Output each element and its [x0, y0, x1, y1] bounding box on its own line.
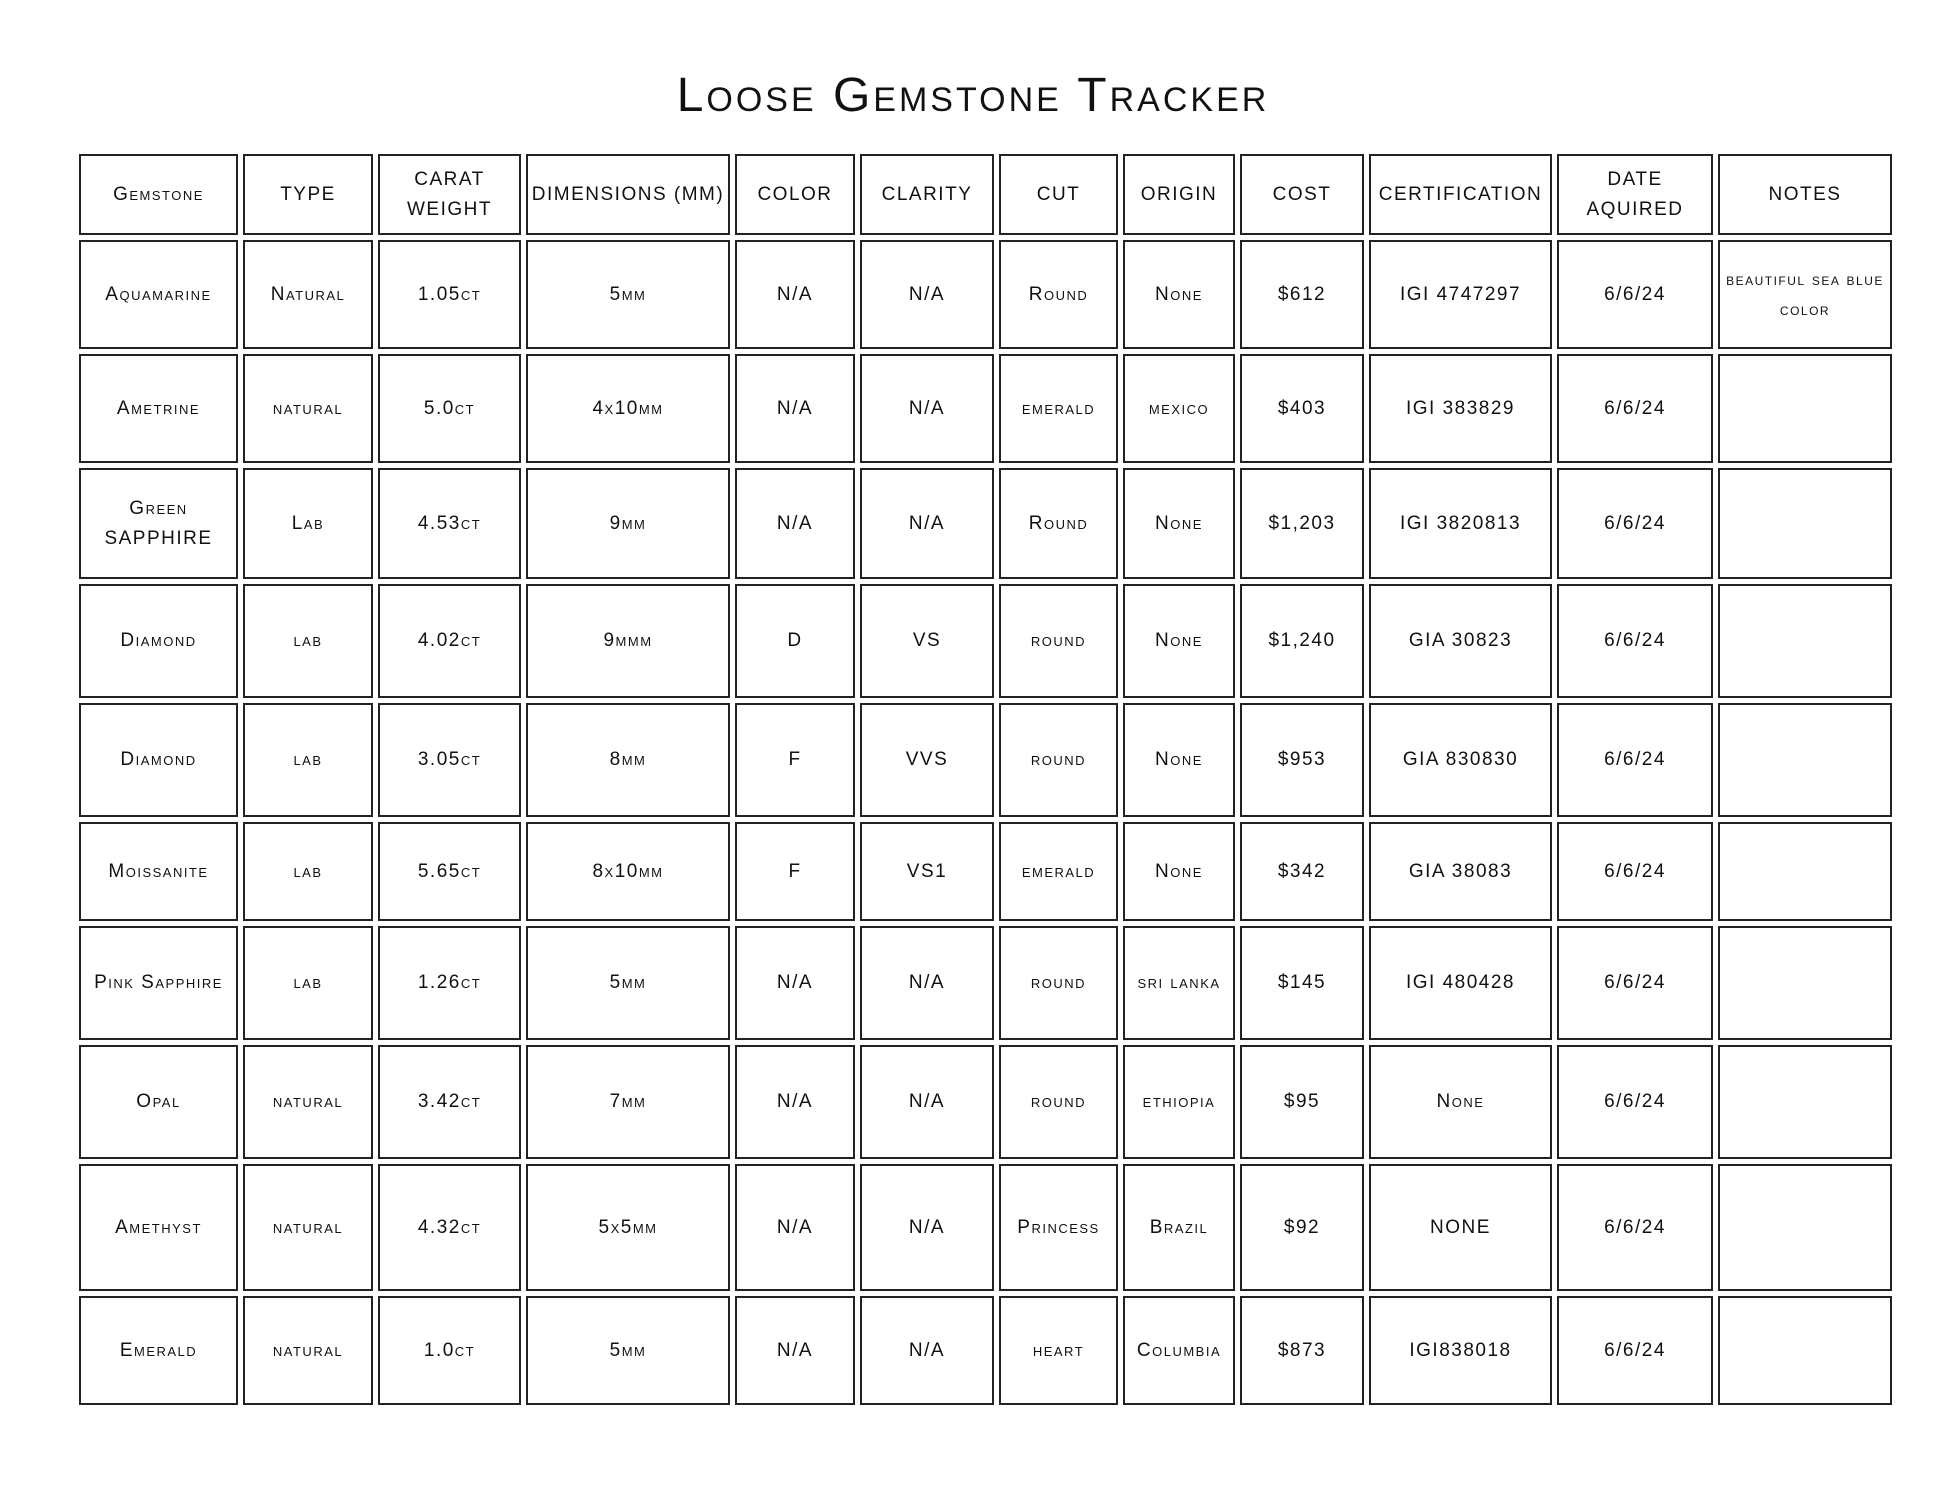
cell-clarity: N/A — [860, 1045, 994, 1159]
cell-type: natural — [243, 1296, 373, 1405]
cell-origin: None — [1123, 703, 1235, 817]
cell-type: Natural — [243, 240, 373, 349]
cell-type: lab — [243, 926, 373, 1040]
cell-cost: $403 — [1240, 354, 1364, 463]
cell-type: lab — [243, 822, 373, 921]
cell-clarity: N/A — [860, 240, 994, 349]
cell-gemstone: Pink Sapphire — [79, 926, 238, 1040]
cell-color: N/A — [735, 1296, 855, 1405]
cell-gemstone: Diamond — [79, 703, 238, 817]
cell-clarity: N/A — [860, 926, 994, 1040]
cell-certification: IGI 383829 — [1369, 354, 1552, 463]
cell-type: natural — [243, 1164, 373, 1291]
cell-dimensions: 5mm — [526, 1296, 730, 1405]
cell-color: N/A — [735, 1045, 855, 1159]
cell-notes — [1718, 1296, 1892, 1405]
cell-certification: IGI 480428 — [1369, 926, 1552, 1040]
cell-certification: IGI 3820813 — [1369, 468, 1552, 579]
table-row — [79, 926, 1892, 1040]
cell-cost: $95 — [1240, 1045, 1364, 1159]
cell-origin: Columbia — [1123, 1296, 1235, 1405]
cell-dimensions: 9mm — [526, 468, 730, 579]
cell-cut: Princess — [999, 1164, 1118, 1291]
table-row — [79, 703, 1892, 817]
cell-color: F — [735, 822, 855, 921]
column-header-dimensions: DIMENSIONS (MM) — [526, 154, 730, 235]
cell-notes — [1718, 703, 1892, 817]
cell-color: N/A — [735, 240, 855, 349]
cell-cost: $953 — [1240, 703, 1364, 817]
cell-origin: None — [1123, 584, 1235, 698]
cell-clarity: N/A — [860, 354, 994, 463]
cell-clarity: VS1 — [860, 822, 994, 921]
table-row — [79, 354, 1892, 463]
cell-notes — [1718, 822, 1892, 921]
cell-type: natural — [243, 354, 373, 463]
cell-certification: NONE — [1369, 1164, 1552, 1291]
cell-notes: beautiful sea blue color — [1718, 240, 1892, 349]
cell-notes — [1718, 354, 1892, 463]
cell-cost: $612 — [1240, 240, 1364, 349]
cell-origin: mexico — [1123, 354, 1235, 463]
cell-cut: round — [999, 1045, 1118, 1159]
cell-carat-weight: 1.26ct — [378, 926, 521, 1040]
cell-dimensions: 5mm — [526, 926, 730, 1040]
cell-gemstone: Green SAPPHIRE — [79, 468, 238, 579]
cell-origin: None — [1123, 822, 1235, 921]
cell-carat-weight: 3.05ct — [378, 703, 521, 817]
cell-carat-weight: 5.0ct — [378, 354, 521, 463]
cell-clarity: N/A — [860, 1164, 994, 1291]
table-body — [79, 240, 1892, 1405]
cell-clarity: VVS — [860, 703, 994, 817]
cell-cost: $145 — [1240, 926, 1364, 1040]
cell-cut: emerald — [999, 822, 1118, 921]
cell-cut: Round — [999, 468, 1118, 579]
cell-origin: None — [1123, 468, 1235, 579]
column-header-origin: ORIGIN — [1123, 154, 1235, 235]
cell-certification: None — [1369, 1045, 1552, 1159]
cell-color: N/A — [735, 468, 855, 579]
cell-origin: Brazil — [1123, 1164, 1235, 1291]
column-header-cost: COST — [1240, 154, 1364, 235]
column-header-notes: NOTES — [1718, 154, 1892, 235]
cell-cut: heart — [999, 1296, 1118, 1405]
column-header-clarity: CLARITY — [860, 154, 994, 235]
cell-notes — [1718, 1164, 1892, 1291]
cell-color: N/A — [735, 354, 855, 463]
cell-date-aquired: 6/6/24 — [1557, 1164, 1713, 1291]
cell-color: D — [735, 584, 855, 698]
cell-cut: round — [999, 926, 1118, 1040]
cell-color: F — [735, 703, 855, 817]
cell-dimensions: 9mmm — [526, 584, 730, 698]
cell-dimensions: 5x5mm — [526, 1164, 730, 1291]
cell-carat-weight: 1.0ct — [378, 1296, 521, 1405]
cell-color: N/A — [735, 926, 855, 1040]
cell-carat-weight: 5.65ct — [378, 822, 521, 921]
cell-cost: $342 — [1240, 822, 1364, 921]
table-header-row — [79, 154, 1892, 235]
table-row — [79, 1164, 1892, 1291]
cell-date-aquired: 6/6/24 — [1557, 468, 1713, 579]
cell-date-aquired: 6/6/24 — [1557, 822, 1713, 921]
cell-certification: GIA 830830 — [1369, 703, 1552, 817]
table-row — [79, 584, 1892, 698]
cell-date-aquired: 6/6/24 — [1557, 1045, 1713, 1159]
cell-dimensions: 7mm — [526, 1045, 730, 1159]
cell-date-aquired: 6/6/24 — [1557, 926, 1713, 1040]
cell-origin: sri lanka — [1123, 926, 1235, 1040]
cell-dimensions: 5mm — [526, 240, 730, 349]
gemstone-tracker-table — [74, 149, 1897, 1410]
cell-cut: round — [999, 584, 1118, 698]
cell-carat-weight: 4.53ct — [378, 468, 521, 579]
cell-notes — [1718, 926, 1892, 1040]
cell-clarity: N/A — [860, 1296, 994, 1405]
cell-notes — [1718, 468, 1892, 579]
cell-origin: ethiopia — [1123, 1045, 1235, 1159]
column-header-type: TYPE — [243, 154, 373, 235]
table-row — [79, 822, 1892, 921]
cell-cost: $1,240 — [1240, 584, 1364, 698]
cell-gemstone: Ametrine — [79, 354, 238, 463]
cell-gemstone: Diamond — [79, 584, 238, 698]
page-title: Loose Gemstone Tracker — [676, 69, 1270, 122]
table-row — [79, 468, 1892, 579]
cell-origin: None — [1123, 240, 1235, 349]
cell-gemstone: Emerald — [79, 1296, 238, 1405]
cell-cost: $1,203 — [1240, 468, 1364, 579]
cell-cut: Round — [999, 240, 1118, 349]
cell-type: natural — [243, 1045, 373, 1159]
table-row — [79, 1045, 1892, 1159]
column-header-color: COLOR — [735, 154, 855, 235]
cell-dimensions: 8x10mm — [526, 822, 730, 921]
cell-date-aquired: 6/6/24 — [1557, 354, 1713, 463]
cell-certification: GIA 30823 — [1369, 584, 1552, 698]
cell-cut: emerald — [999, 354, 1118, 463]
cell-gemstone: Moissanite — [79, 822, 238, 921]
cell-color: N/A — [735, 1164, 855, 1291]
cell-dimensions: 8mm — [526, 703, 730, 817]
column-header-certification: CERTIFICATION — [1369, 154, 1552, 235]
cell-certification: GIA 38083 — [1369, 822, 1552, 921]
cell-carat-weight: 3.42ct — [378, 1045, 521, 1159]
cell-cut: round — [999, 703, 1118, 817]
cell-type: Lab — [243, 468, 373, 579]
column-header-cut: CUT — [999, 154, 1118, 235]
cell-cost: $873 — [1240, 1296, 1364, 1405]
table-row — [79, 240, 1892, 349]
cell-gemstone: Aquamarine — [79, 240, 238, 349]
cell-type: lab — [243, 703, 373, 817]
cell-date-aquired: 6/6/24 — [1557, 703, 1713, 817]
column-header-gemstone: Gemstone — [79, 154, 238, 235]
cell-clarity: N/A — [860, 468, 994, 579]
cell-date-aquired: 6/6/24 — [1557, 584, 1713, 698]
cell-notes — [1718, 584, 1892, 698]
column-header-date-aquired: DATE AQUIRED — [1557, 154, 1713, 235]
cell-certification: IGI838018 — [1369, 1296, 1552, 1405]
cell-gemstone: Opal — [79, 1045, 238, 1159]
table-row — [79, 1296, 1892, 1405]
cell-notes — [1718, 1045, 1892, 1159]
cell-dimensions: 4x10mm — [526, 354, 730, 463]
cell-carat-weight: 4.02ct — [378, 584, 521, 698]
cell-carat-weight: 4.32ct — [378, 1164, 521, 1291]
column-header-carat-weight: CARAT WEIGHT — [378, 154, 521, 235]
cell-carat-weight: 1.05ct — [378, 240, 521, 349]
cell-certification: IGI 4747297 — [1369, 240, 1552, 349]
cell-type: lab — [243, 584, 373, 698]
cell-date-aquired: 6/6/24 — [1557, 1296, 1713, 1405]
cell-clarity: VS — [860, 584, 994, 698]
cell-cost: $92 — [1240, 1164, 1364, 1291]
cell-date-aquired: 6/6/24 — [1557, 240, 1713, 349]
cell-gemstone: Amethyst — [79, 1164, 238, 1291]
